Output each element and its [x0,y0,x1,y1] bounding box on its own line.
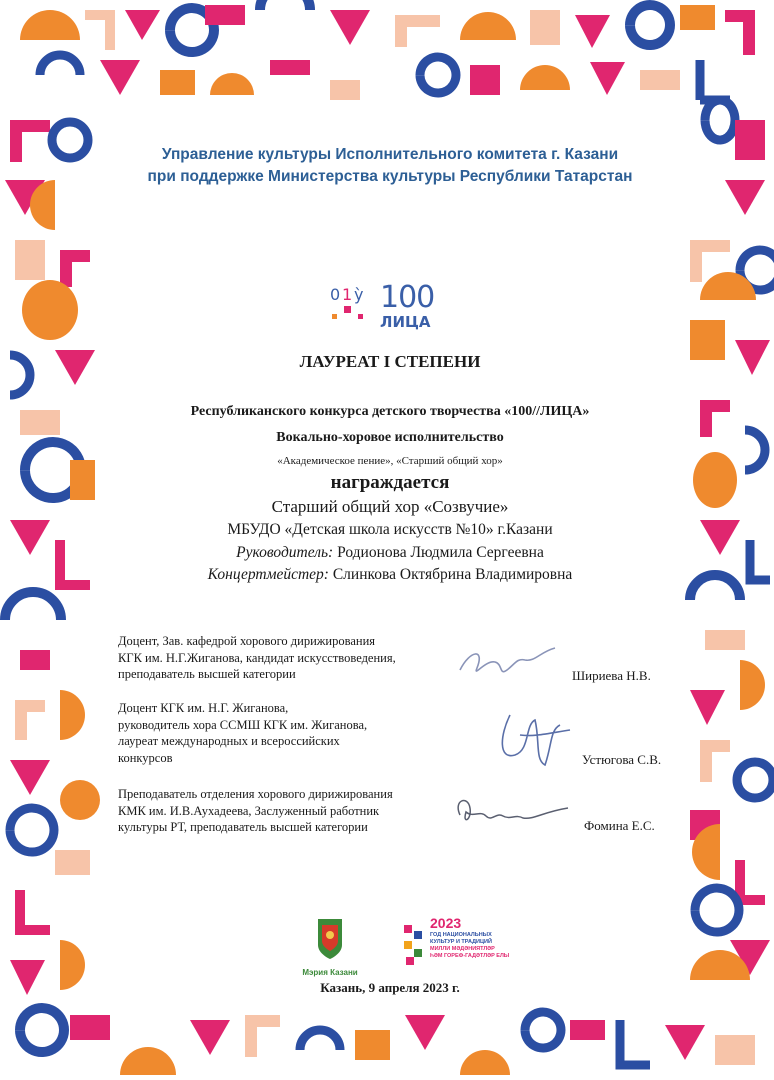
nomination: «Академическое пение», «Старший общий хор» [277,455,503,467]
place-date: Казань, 9 апреля 2023 г. [320,980,460,995]
pattern-right [690,100,774,980]
leader-line [100,544,680,562]
svg-text:0: 0 [330,285,341,304]
signatory-1-name: Шириева Н.В. [572,668,651,683]
signatory-2-name: Устюгова С.В. [582,752,662,767]
kazan-logo-label: Мэрия Казани [302,968,358,977]
signatory-1-title [118,633,396,683]
accompanist-label: Концертмейстер: [207,566,329,583]
100-faces-logo [330,280,460,332]
kazan-mayor-logo [300,915,360,980]
accompanist-name: Слинкова Октябрина Владимировна [332,566,573,583]
awarded-verb: награждается [330,472,450,493]
signatory-2-line: руководитель хора ССМШ КГК им. Жиганова, [118,717,368,732]
logo-number: 100 [380,280,435,315]
kazan-crest-icon [300,915,360,963]
ornament-icon [400,921,428,969]
year-logo-line: ГОД НАЦИОНАЛЬНЫХ [430,932,492,938]
pattern-left [5,120,100,995]
year-logo-year: 2023 [430,915,462,931]
signature-1 [455,640,565,690]
awardee-name: Старший общий хор «Созвучие» [271,497,509,516]
signatory-1-line: Доцент, Зав. кафедрой хорового дирижирования [118,634,376,648]
year-logo-text [430,932,509,960]
leader-label: Руководитель: [236,544,334,561]
signatory-3-name: Фомина Е.С. [584,818,655,833]
signatory-1-line: преподаватель высшей категории [118,667,296,681]
header-line-1: Управление культуры Исполнительного комитета г. Казани [161,146,619,163]
signature-3 [448,790,578,835]
category: Вокально-хоровое исполнительство [276,430,504,445]
pattern-bottom [20,1008,755,1075]
signatory-2-line: конкурсов [118,750,173,765]
signatory-2-title [118,700,367,766]
signatory-3-line: культуры РТ, преподаватель высшей категории [118,820,368,834]
school-name: МБУДО «Детская школа искусств №10» г.Казани [227,521,553,538]
signatory-3-line: КМК им. И.В.Аухадеева, Заслуженный работник [118,803,380,818]
year-logo-line: МИЛЛИ МӘДӘНИЯТЛӘР [430,946,495,952]
signatory-3-line: Преподаватель отделения хорового дирижирования [118,787,393,801]
year-of-cultures-logo [400,915,535,975]
svg-text:1: 1 [342,285,353,304]
signatory-3-title [118,786,393,836]
signature-2 [490,705,580,780]
leader-name: Родионова Людмила Сергеевна [337,544,544,561]
year-logo-line: ҺӘМ ГОРЕФ-ГАДӘТЛӘР ЕЛЫ [430,953,510,959]
logo-word: ЛИЦА [380,313,431,331]
signatory-2-line: лауреат международных и всероссийских [118,734,340,748]
svg-text:ỳ: ỳ [354,285,364,304]
accompanist-line [100,566,680,584]
header-line-2: при поддержке Министерства культуры Республики Татарстан [147,168,633,185]
signatory-2-line: Доцент КГК им. Н.Г. Жиганова, [118,701,289,715]
pattern-top [20,0,755,100]
contest-name: Республиканского конкурса детского творчества «100//ЛИЦА» [190,404,590,419]
signatory-1-line: КГК им. Н.Г.Жиганова, кандидат искусствоведения, [118,650,396,665]
100-faces-logo-icon [330,280,378,332]
award-title: ЛАУРЕАТ I СТЕПЕНИ [299,352,481,371]
year-logo-line: КУЛЬТУР И ТРАДИЦИЙ [430,939,492,945]
